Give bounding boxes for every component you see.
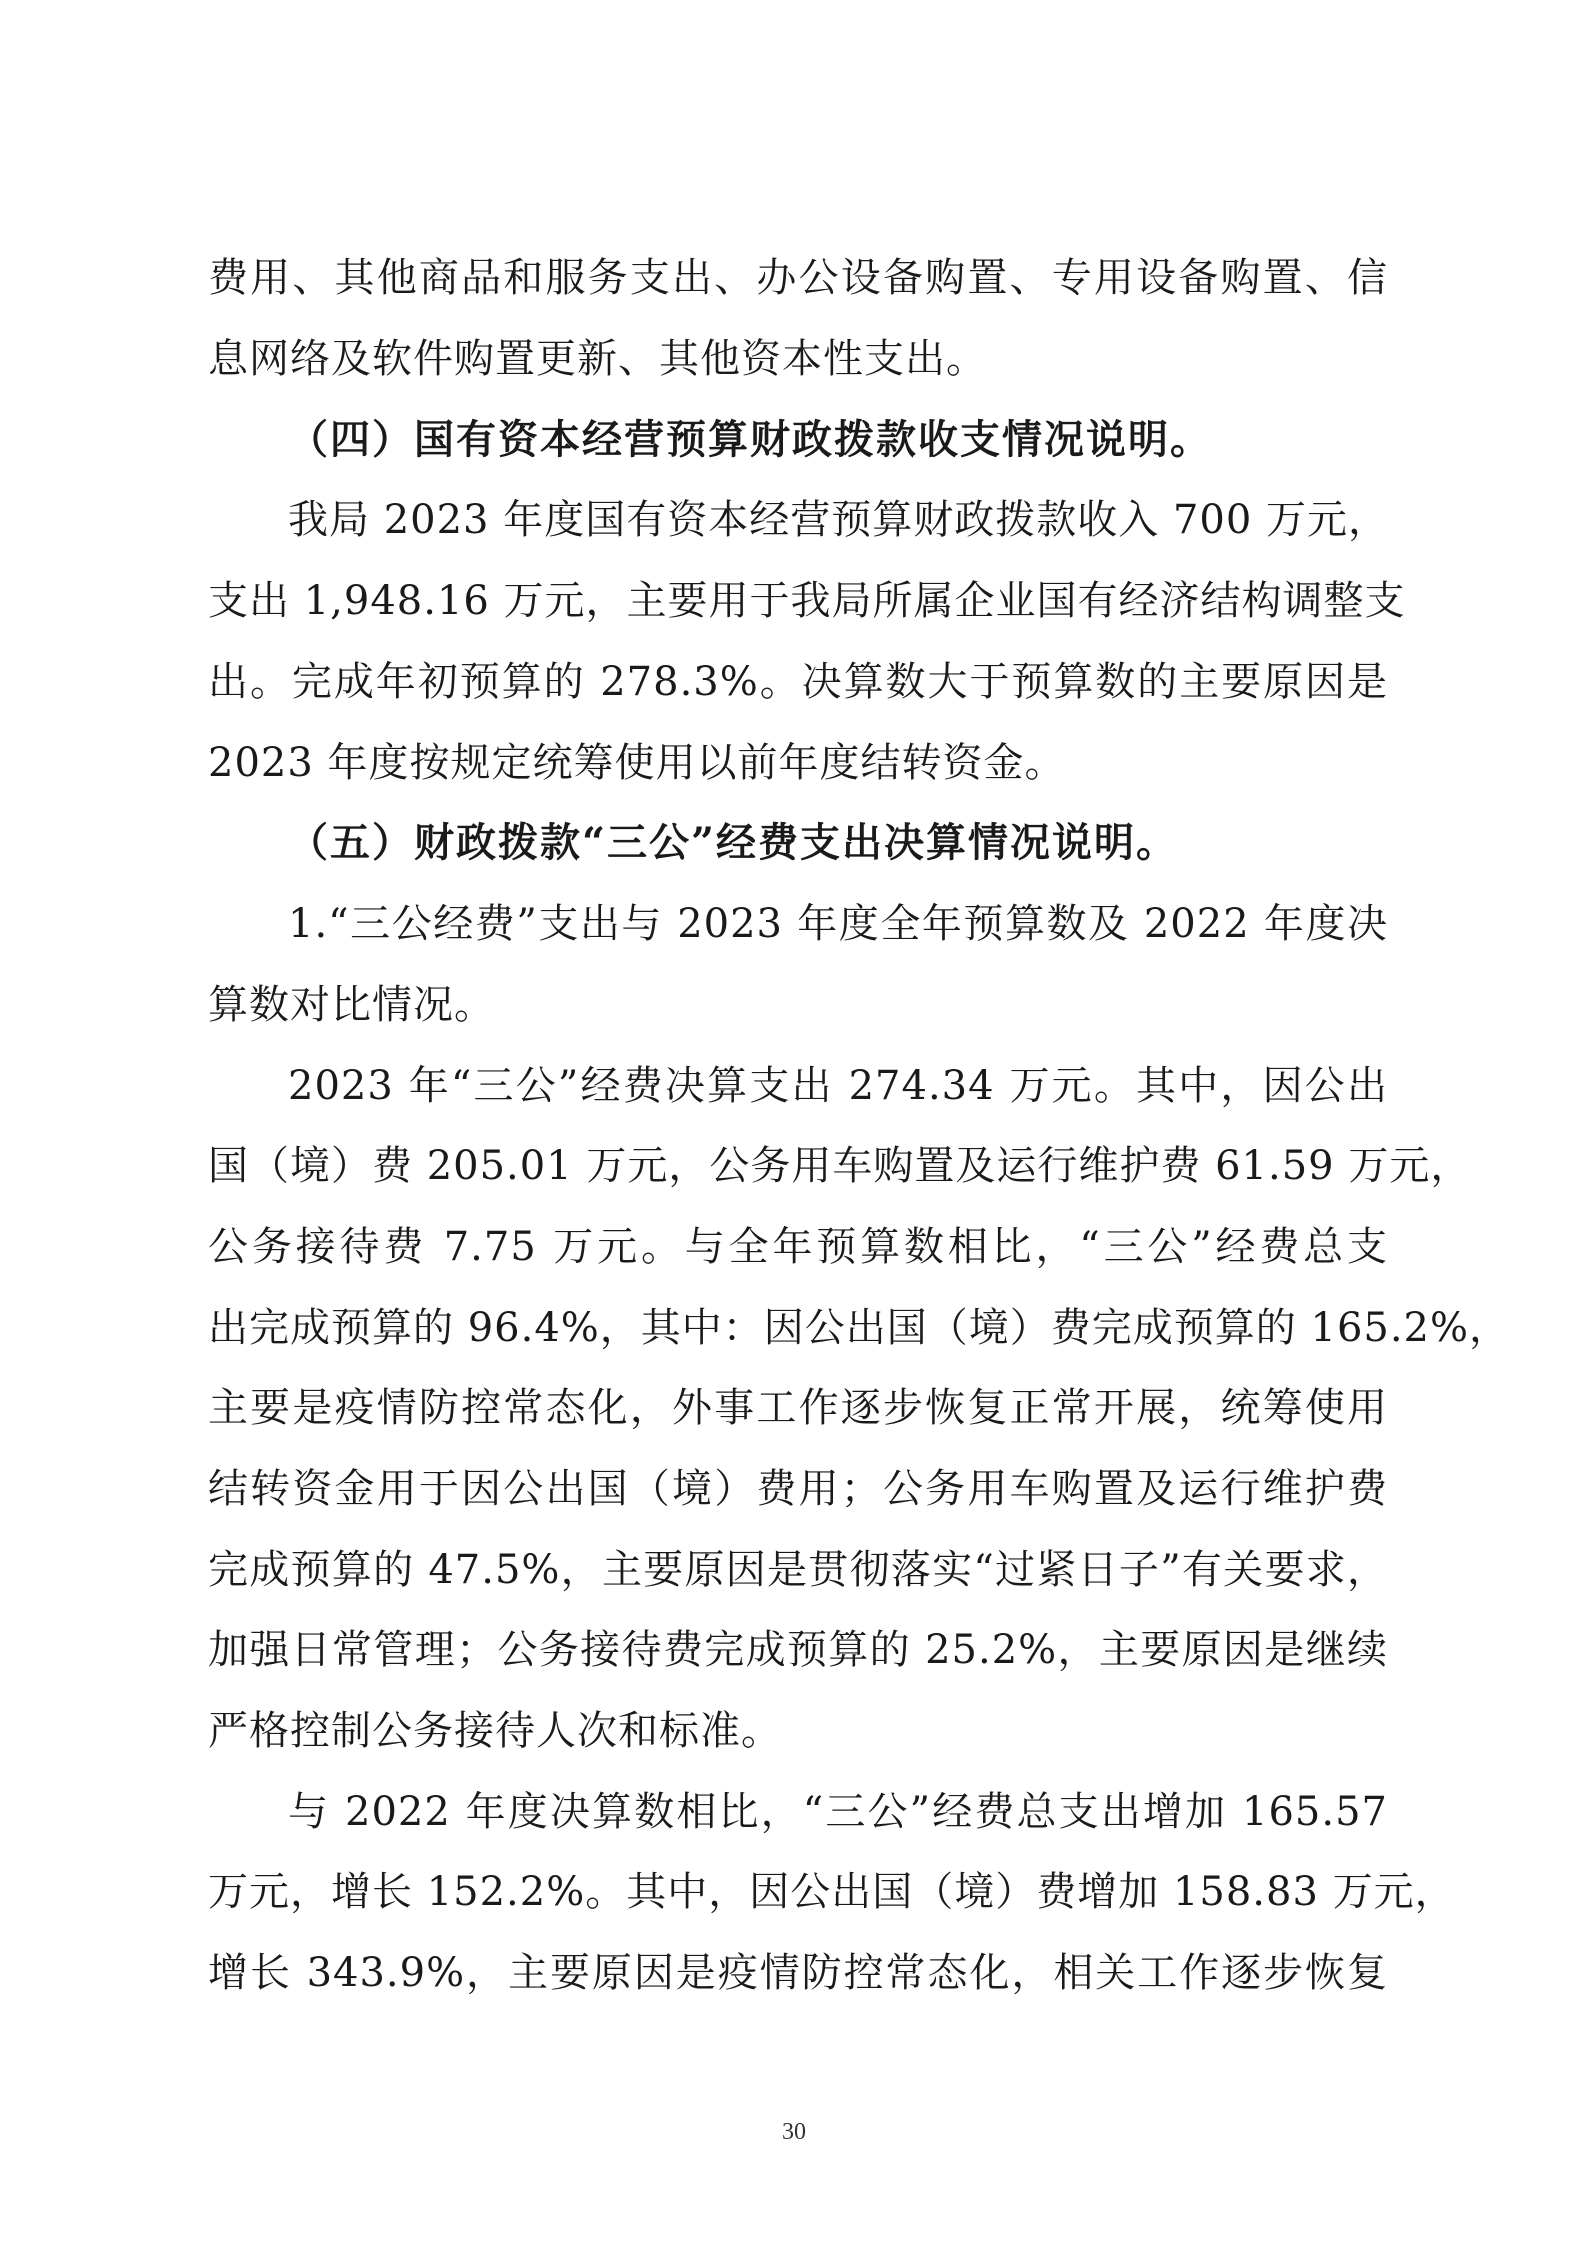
paragraph-line: 息网络及软件购置更新、其他资本性支出。	[208, 336, 987, 382]
page-number: 30	[782, 2119, 806, 2145]
paragraph-line: 出。完成年初预算的 278.3%。决算数大于预算数的主要原因是	[208, 659, 1388, 705]
paragraph-line: 严格控制公务接待人次和标准。	[208, 1708, 782, 1754]
paragraph-line: 加强日常管理；公务接待费完成预算的 25.2%，主要原因是继续	[208, 1627, 1388, 1673]
paragraph-line: 公务接待费 7.75 万元。与全年预算数相比，“三公”经费总支	[208, 1224, 1388, 1270]
section-heading-4: （四）国有资本经营预算财政拨款收支情况说明。	[288, 416, 1212, 463]
paragraph-line: 结转资金用于因公出国（境）费用；公务用车购置及运行维护费	[208, 1466, 1388, 1512]
paragraph-line: 主要是疫情防控常态化，外事工作逐步恢复正常开展，统筹使用	[208, 1385, 1388, 1431]
subsection-heading: 1.“三公经费”支出与 2023 年度全年预算数及 2022 年度决	[288, 901, 1388, 947]
paragraph-line: 万元，增长 152.2%。其中，因公出国（境）费增加 158.83 万元，	[208, 1869, 1456, 1915]
paragraph-line: 我局 2023 年度国有资本经营预算财政拨款收入 700 万元，	[288, 497, 1390, 543]
paragraph-line: 国（境）费 205.01 万元，公务用车购置及运行维护费 61.59 万元，	[208, 1143, 1472, 1189]
section-heading-5: （五）财政拨款“三公”经费支出决算情况说明。	[288, 819, 1179, 866]
paragraph-line: 增长 343.9%，主要原因是疫情防控常态化，相关工作逐步恢复	[208, 1950, 1388, 1996]
paragraph-line: 完成预算的 47.5%，主要原因是贯彻落实“过紧日子”有关要求，	[208, 1547, 1388, 1593]
paragraph-line: 与 2022 年度决算数相比，“三公”经费总支出增加 165.57	[288, 1789, 1388, 1835]
paragraph-line: 2023 年“三公”经费决算支出 274.34 万元。其中，因公出	[288, 1063, 1388, 1109]
paragraph-line: 2023 年度按规定统筹使用以前年度结转资金。	[208, 740, 1066, 786]
paragraph-line: 出完成预算的 96.4%，其中：因公出国（境）费完成预算的 165.2%，	[208, 1305, 1511, 1351]
paragraph-line: 支出 1,948.16 万元，主要用于我局所属企业国有经济结构调整支	[208, 578, 1406, 624]
paragraph-line: 费用、其他商品和服务支出、办公设备购置、专用设备购置、信	[208, 255, 1388, 301]
subsection-heading-cont: 算数对比情况。	[208, 982, 495, 1028]
